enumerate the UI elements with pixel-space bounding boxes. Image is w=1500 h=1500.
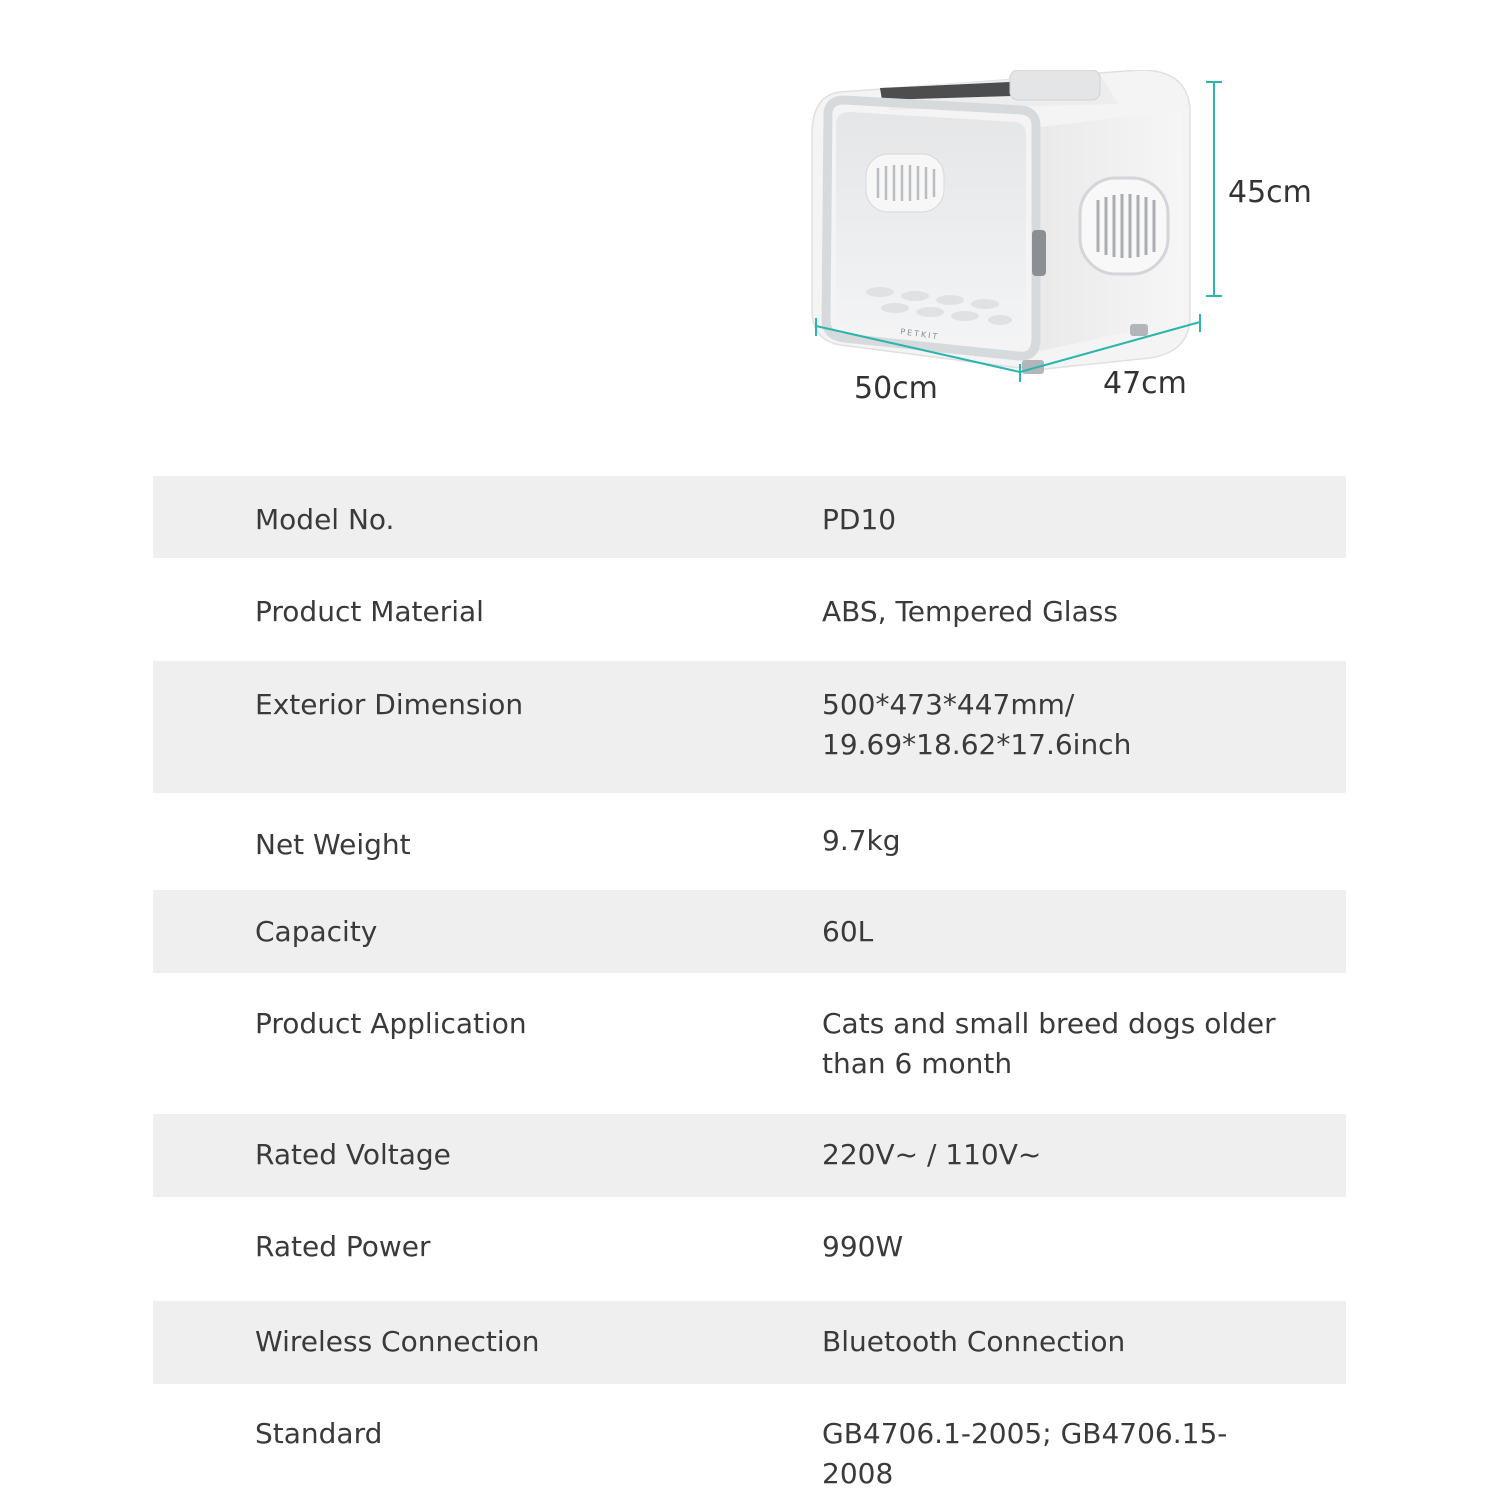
product-image <box>800 70 1320 410</box>
spec-label: Rated Power <box>255 1230 431 1263</box>
spec-row-product-application <box>153 973 1346 1114</box>
spec-value: Cats and small breed dogs older than 6 month <box>822 1007 1276 1080</box>
spec-value: 990W <box>822 1230 904 1263</box>
spec-label: Standard <box>255 1417 383 1450</box>
spec-label: Wireless Connection <box>255 1325 540 1358</box>
spec-row-standard <box>153 1384 1346 1488</box>
width-dimension-label: 50cm <box>854 371 938 406</box>
spec-value: Bluetooth Connection <box>822 1325 1126 1358</box>
spec-label: Net Weight <box>255 828 411 861</box>
spec-row-wireless-connection <box>153 1301 1346 1384</box>
spec-value: GB4706.1-2005; GB4706.15-2008 <box>822 1417 1228 1490</box>
spec-row-rated-voltage <box>153 1114 1346 1197</box>
spec-row-capacity <box>153 890 1346 973</box>
spec-value: 500*473*447mm/ 19.69*18.62*17.6inch <box>822 688 1132 761</box>
spec-value: 60L <box>822 915 874 948</box>
depth-dimension-label: 47cm <box>1103 366 1187 401</box>
dryer-door <box>826 100 1036 356</box>
spec-label: Product Application <box>255 1007 527 1040</box>
spec-row-product-material <box>153 558 1346 661</box>
spec-label: Product Material <box>255 595 484 628</box>
spec-value: 220V~ / 110V~ <box>822 1138 1042 1171</box>
brand-logo: PETKIT <box>899 327 940 342</box>
spec-row-model-no <box>153 476 1346 558</box>
spec-value: PD10 <box>822 503 897 536</box>
spec-label: Rated Voltage <box>255 1138 451 1171</box>
spec-value: 9.7kg <box>822 824 901 857</box>
spec-row-net-weight <box>153 793 1346 890</box>
spec-row-exterior-dimension <box>153 661 1346 793</box>
spec-label: Exterior Dimension <box>255 688 524 721</box>
spec-value: ABS, Tempered Glass <box>822 595 1118 628</box>
door-handle <box>1032 230 1046 276</box>
spec-label: Model No. <box>255 503 395 536</box>
spec-table <box>153 476 1346 1488</box>
height-dimension-label: 45cm <box>1228 175 1312 210</box>
spec-label: Capacity <box>255 915 378 948</box>
spec-row-rated-power <box>153 1197 1346 1301</box>
side-vent <box>1080 178 1168 274</box>
